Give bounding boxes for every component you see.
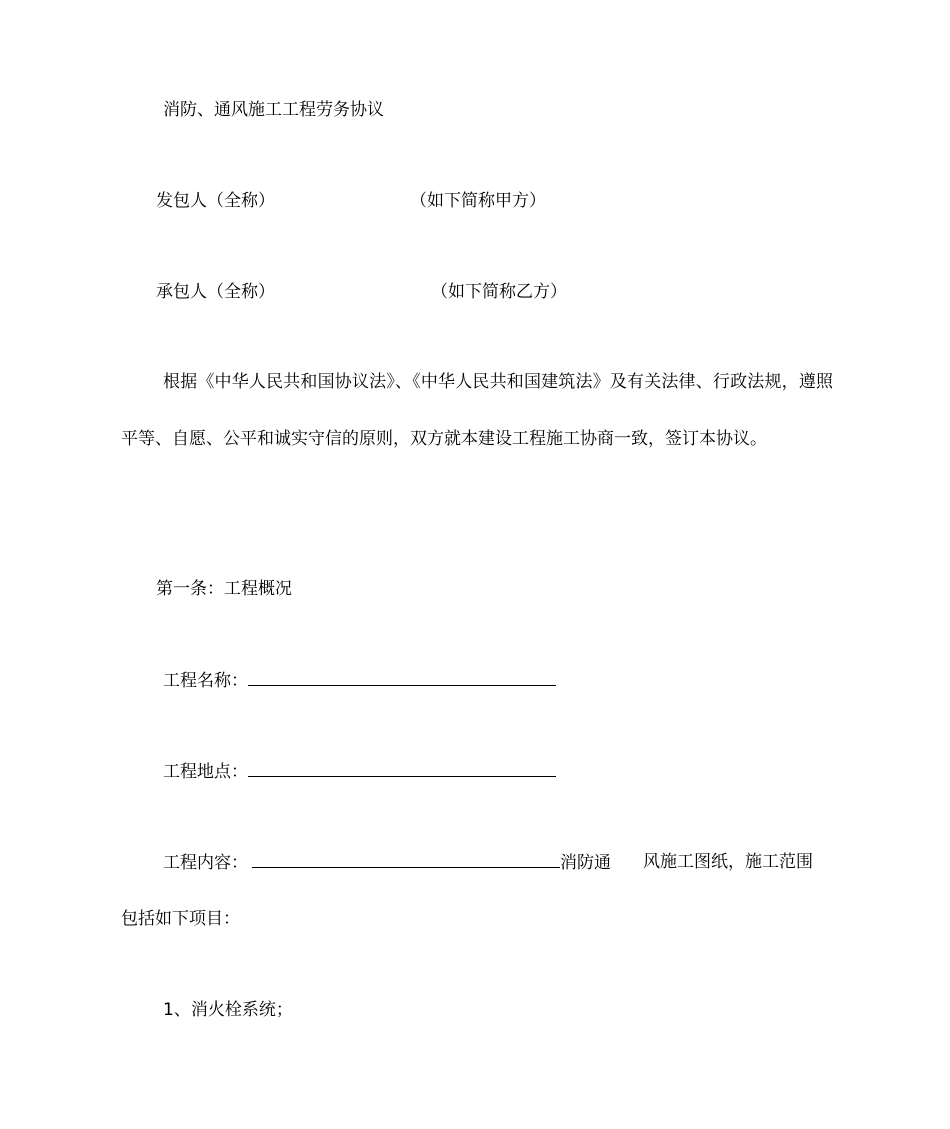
item-1: 1、消火栓系统； [163, 1000, 293, 1020]
project-content-row [163, 851, 611, 874]
project-location-row [163, 760, 556, 783]
project-name-row [163, 669, 556, 692]
document-title: 消防、通风施工工程劳务协议 [163, 100, 384, 120]
preamble-paragraph: 根据《中华人民共和国协议法》、《中华人民共和国建筑法》及有关法律、行政法规，遵照平等、自愿、公平和诚实守信的原则，双方就本建设工程施工协商一致，签订本协议。 [121, 372, 833, 449]
employer-label: 发包人（全称） [156, 191, 275, 211]
project-content-rest: 风施工图纸，施工范围 [643, 852, 813, 872]
project-location-blank [248, 760, 556, 777]
project-content-suffix: 消防通 [560, 853, 611, 873]
project-content-blank [252, 851, 560, 868]
project-name-label: 工程名称： [163, 671, 248, 691]
employer-note: （如下简称甲方） [410, 191, 546, 211]
article1-heading: 第一条：工程概况 [156, 579, 292, 599]
project-content-line2: 包括如下项目： [121, 909, 240, 929]
project-name-blank [248, 669, 556, 686]
contractor-label: 承包人（全称） [156, 282, 275, 302]
project-content-label: 工程内容： [163, 853, 248, 873]
project-location-label: 工程地点： [163, 762, 248, 782]
contractor-note: （如下简称乙方） [431, 282, 567, 302]
